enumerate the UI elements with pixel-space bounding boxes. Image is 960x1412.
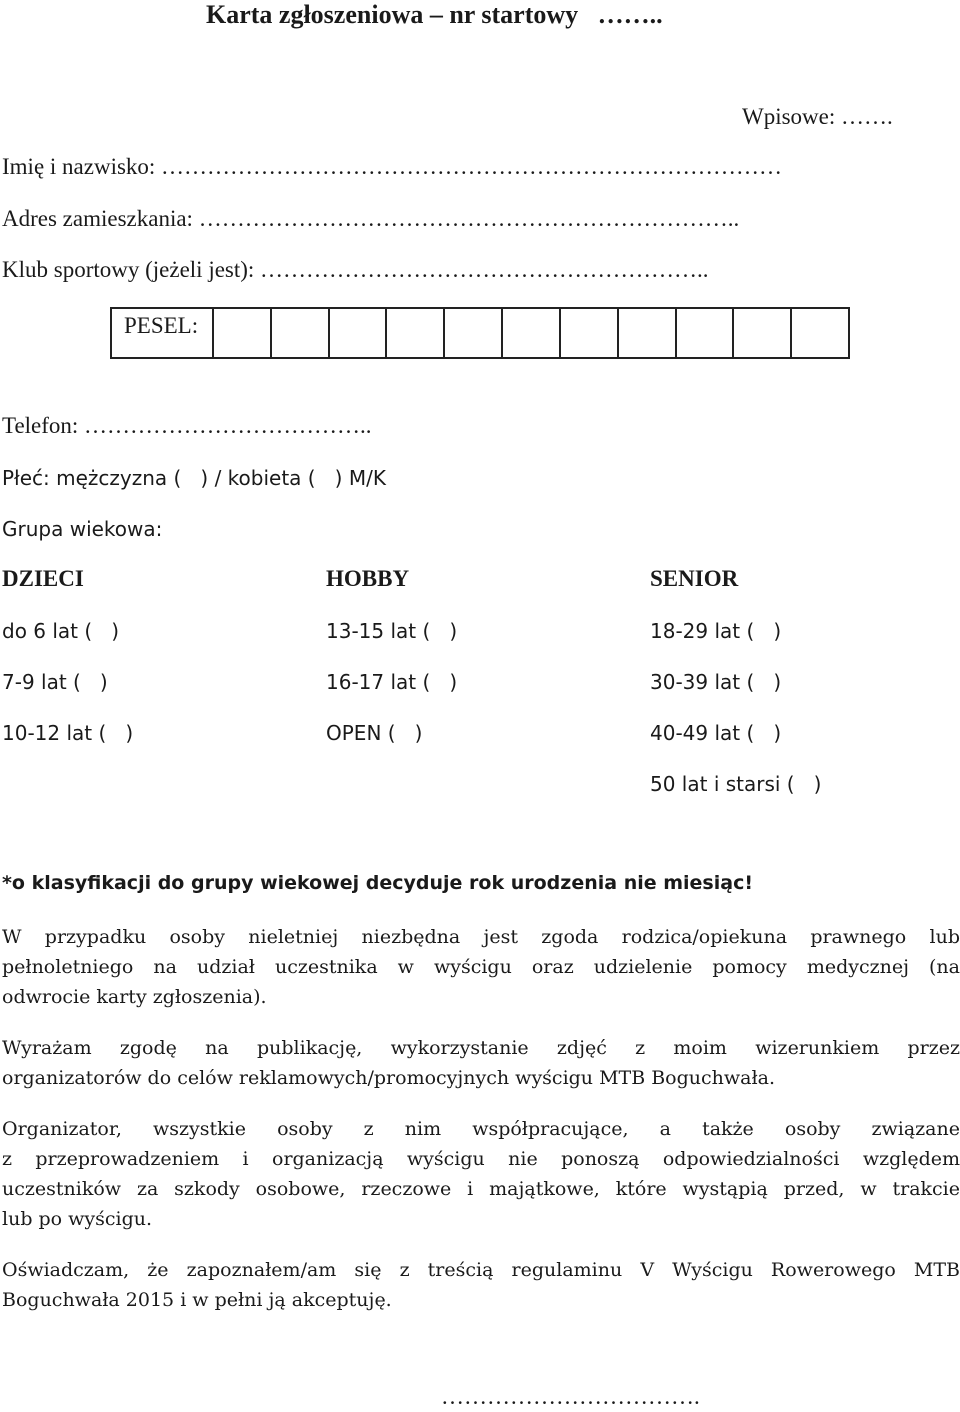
pesel-digit-cell[interactable] bbox=[792, 309, 848, 357]
paragraph-image-consent bbox=[2, 1033, 960, 1093]
gender-selection[interactable]: Płeć: mężczyzna ( ) / kobieta ( ) M/K bbox=[2, 466, 386, 490]
entry-fee-field[interactable]: Wpisowe: ……. bbox=[742, 104, 893, 129]
text-line: Oświadczam, że zapoznałem/am się z treścią regulaminu V Wyścigu Rowerowego MTB bbox=[2, 1259, 960, 1281]
pesel-digit-cell[interactable] bbox=[272, 309, 330, 357]
pesel-digit-cell[interactable] bbox=[734, 309, 792, 357]
name-field[interactable]: Imię i nazwisko: ……………………………………………………………………… bbox=[2, 154, 783, 179]
age-option[interactable]: 18-29 lat ( ) bbox=[650, 619, 782, 643]
text-line: z przeprowadzeniem i organizacją wyścigu nie ponoszą odpowiedzialności względem bbox=[2, 1148, 960, 1170]
text-line: lub po wyścigu. bbox=[2, 1208, 153, 1230]
text-line: Organizator, wszystkie osoby z nim współpracujące, a także osoby związane bbox=[2, 1118, 960, 1140]
age-option[interactable]: 50 lat i starsi ( ) bbox=[650, 772, 822, 796]
club-field[interactable]: Klub sportowy (jeżeli jest): ………………………………………………….. bbox=[2, 257, 709, 282]
age-classification-note: *o klasyfikacji do grupy wiekowej decyduje rok urodzenia nie miesiąc! bbox=[2, 872, 754, 894]
pesel-digit-cell[interactable] bbox=[445, 309, 503, 357]
pesel-digit-cell[interactable] bbox=[387, 309, 445, 357]
pesel-digit-cell[interactable] bbox=[503, 309, 561, 357]
paragraph-declaration bbox=[2, 1255, 960, 1315]
pesel-digit-cell[interactable] bbox=[619, 309, 677, 357]
text-line: W przypadku osoby nieletniej niezbędna jest zgoda rodzica/opiekuna prawnego lub bbox=[2, 926, 960, 948]
form-title: Karta zgłoszeniowa – nr startowy …….. bbox=[206, 0, 663, 29]
age-option[interactable]: 30-39 lat ( ) bbox=[650, 670, 782, 694]
text-line: pełnoletniego na udział uczestnika w wyścigu oraz udzielenie pomocy medycznej (na bbox=[2, 956, 960, 978]
pesel-digit-cell[interactable] bbox=[330, 309, 388, 357]
age-group-label: Grupa wiekowa: bbox=[2, 517, 163, 541]
address-field[interactable]: Adres zamieszkania: …………………………………………………………….. bbox=[2, 206, 740, 231]
pesel-label: PESEL: bbox=[112, 309, 214, 357]
age-option[interactable]: 13-15 lat ( ) bbox=[326, 619, 458, 643]
category-heading-senior: SENIOR bbox=[650, 566, 739, 591]
pesel-table bbox=[110, 307, 850, 359]
text-line: organizatorów do celów reklamowych/promocyjnych wyścigu MTB Boguchwała. bbox=[2, 1067, 776, 1089]
phone-field[interactable]: Telefon: ……………………………….. bbox=[2, 413, 372, 438]
age-option[interactable]: 40-49 lat ( ) bbox=[650, 721, 782, 745]
category-heading-hobby: HOBBY bbox=[326, 566, 410, 591]
paragraph-liability bbox=[2, 1114, 960, 1234]
pesel-digit-cell[interactable] bbox=[214, 309, 272, 357]
age-option[interactable]: OPEN ( ) bbox=[326, 721, 423, 745]
age-option[interactable]: do 6 lat ( ) bbox=[2, 619, 120, 643]
age-option[interactable]: 10-12 lat ( ) bbox=[2, 721, 134, 745]
text-line: uczestników za szkody osobowe, rzeczowe i majątkowe, które wystąpią przed, w trakcie bbox=[2, 1178, 960, 1200]
pesel-digit-cell[interactable] bbox=[677, 309, 735, 357]
age-option[interactable]: 16-17 lat ( ) bbox=[326, 670, 458, 694]
text-line: Wyrażam zgodę na publikację, wykorzystanie zdjęć z moim wizerunkiem przez bbox=[2, 1037, 960, 1059]
age-option[interactable]: 7-9 lat ( ) bbox=[2, 670, 108, 694]
pesel-digit-cell[interactable] bbox=[561, 309, 619, 357]
paragraph-parental-consent bbox=[2, 922, 960, 1012]
category-heading-dzieci: DZIECI bbox=[2, 566, 84, 591]
text-line: odwrocie karty zgłoszenia). bbox=[2, 986, 267, 1008]
text-line: Boguchwała 2015 i w pełni ją akceptuję. bbox=[2, 1289, 392, 1311]
signature-line[interactable]: ……………………………. bbox=[441, 1384, 700, 1409]
